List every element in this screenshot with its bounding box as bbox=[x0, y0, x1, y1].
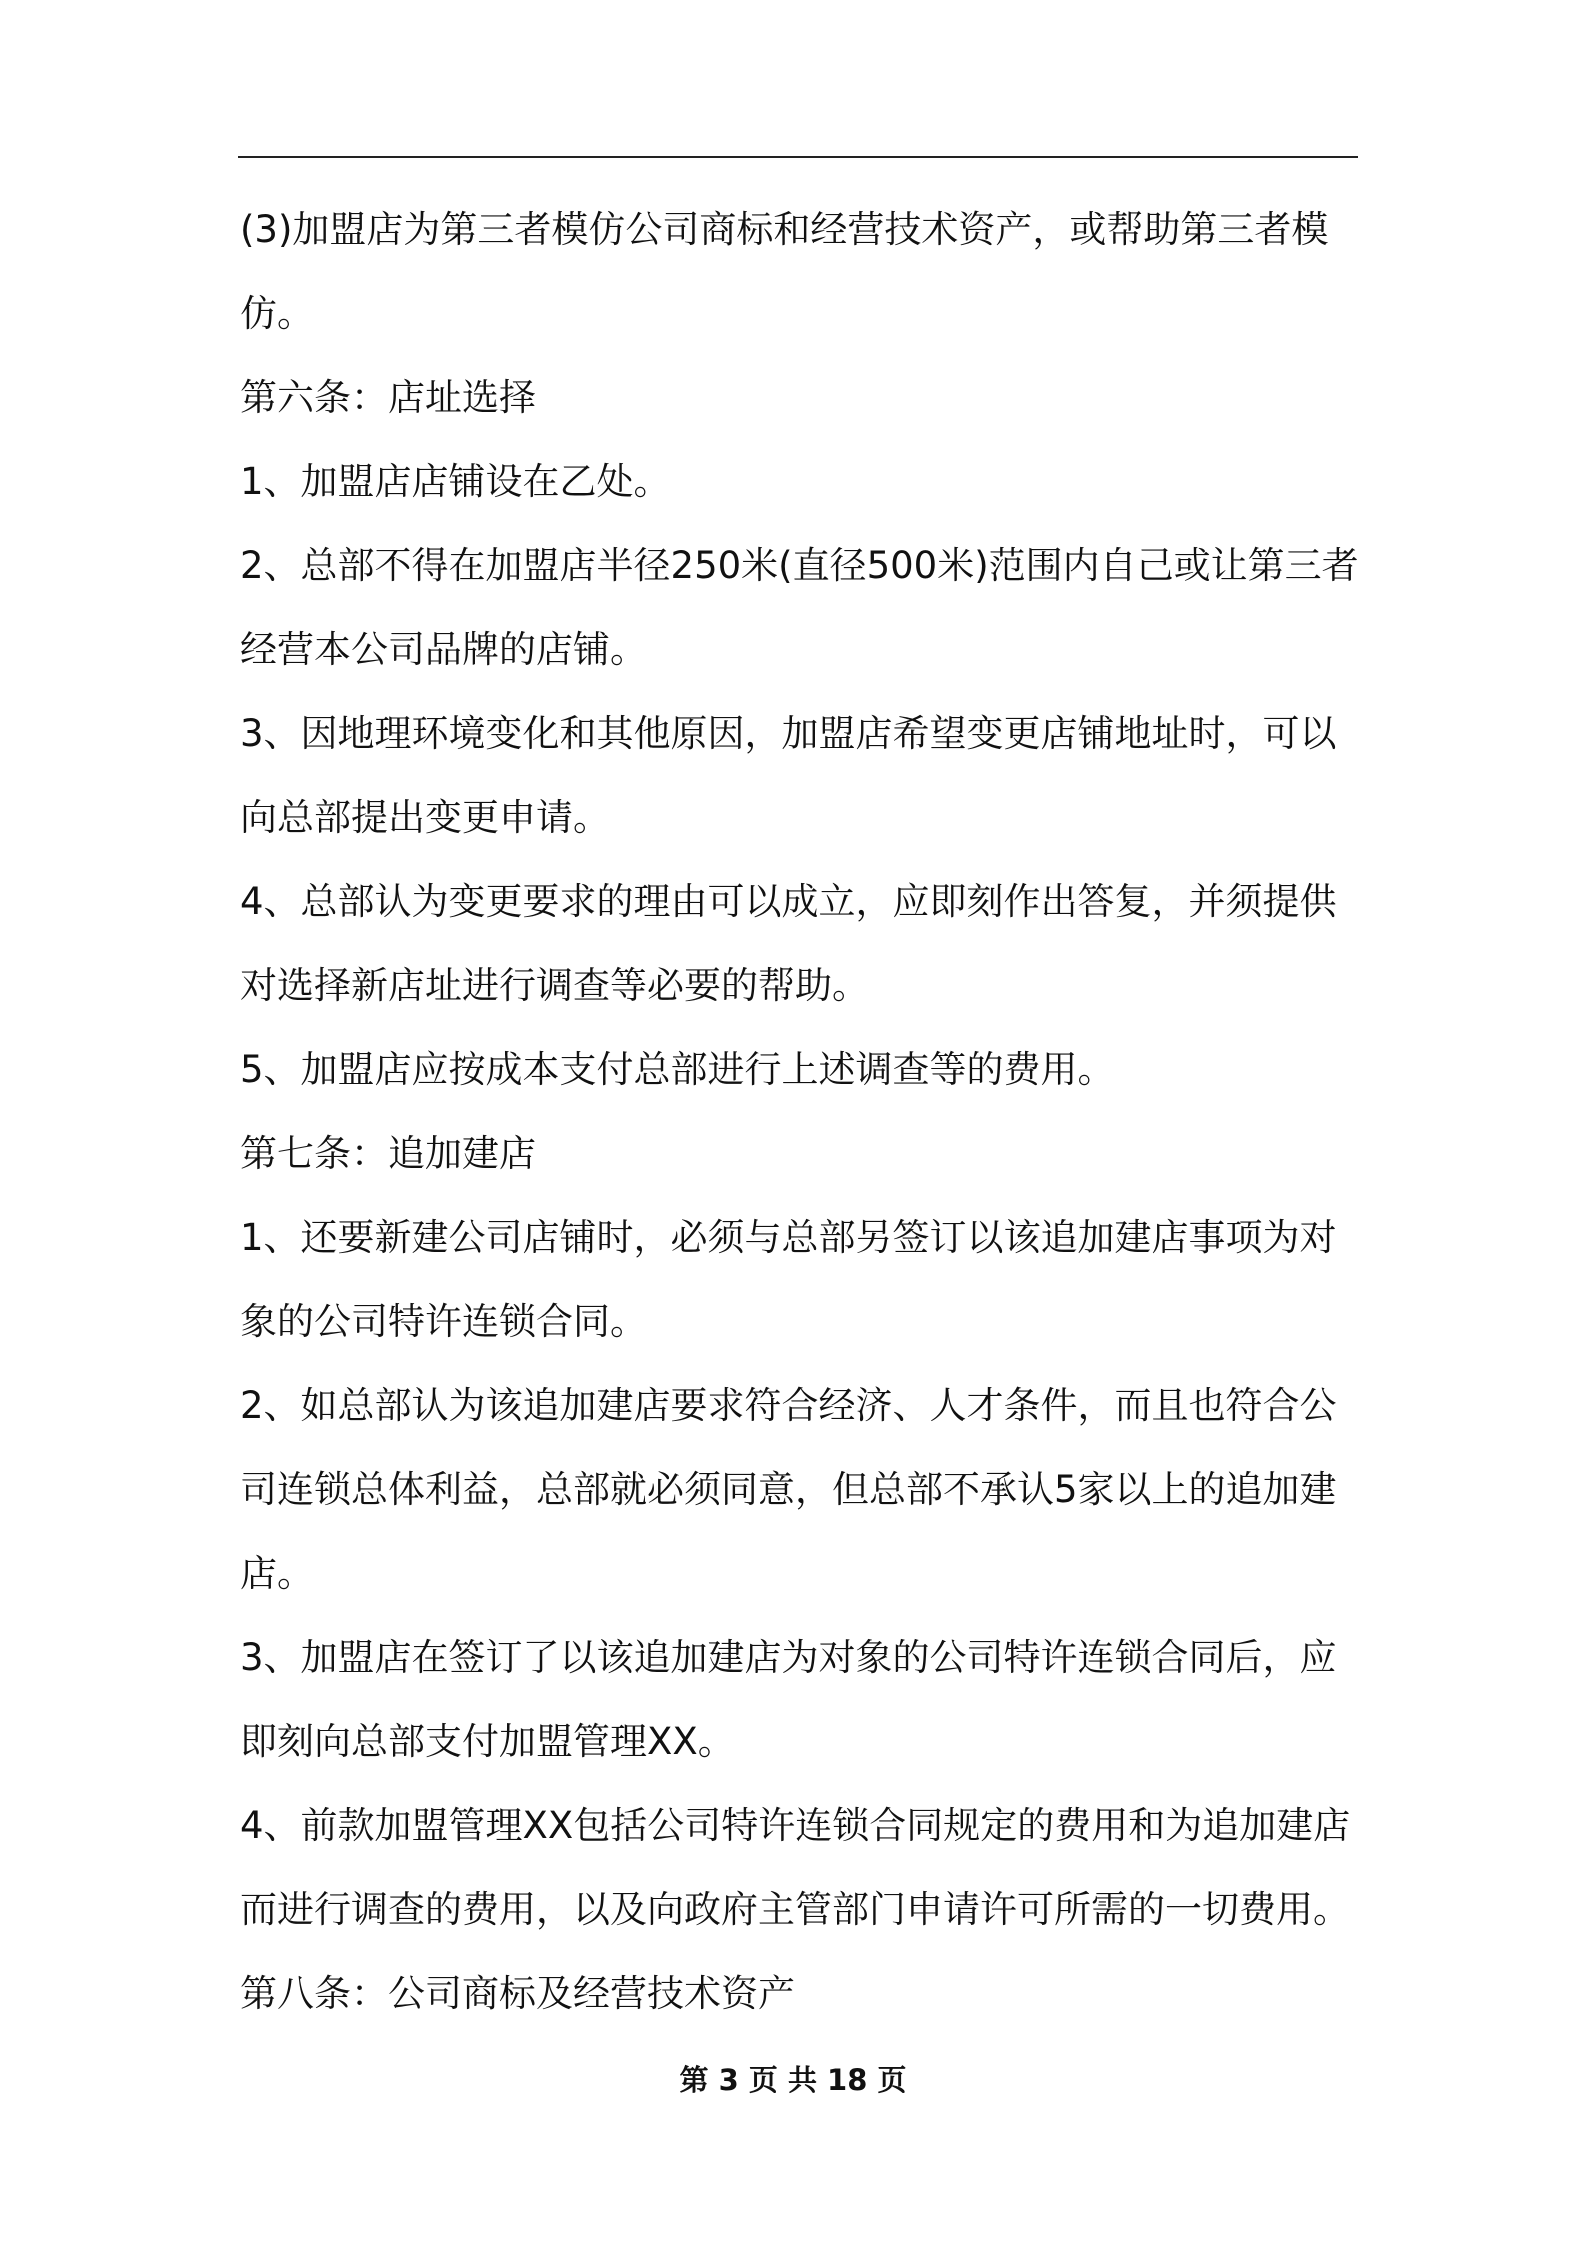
document-body bbox=[240, 188, 1360, 2036]
paragraph-article-7-1: 1、还要新建公司店铺时，必须与总部另签订以该追加建店事项为对象的公司特许连锁合同。 bbox=[240, 1216, 1337, 1343]
paragraph-article-6-3: 3、因地理环境变化和其他原因，加盟店希望变更店铺地址时，可以向总部提出变更申请。 bbox=[240, 712, 1337, 839]
paragraph-article-6-1: 1、加盟店店铺设在乙处。 bbox=[240, 460, 671, 503]
page-number-footer: 第 3 页 共 18 页 bbox=[679, 2063, 907, 2097]
heading-article-6: 第六条：店址选择 bbox=[240, 376, 536, 419]
heading-article-7: 第七条：追加建店 bbox=[240, 1132, 536, 1175]
paragraph-article-6-4: 4、总部认为变更要求的理由可以成立，应即刻作出答复，并须提供对选择新店址进行调查等必要的帮助。 bbox=[240, 880, 1337, 1007]
paragraph-article-7-3: 3、加盟店在签订了以该追加建店为对象的公司特许连锁合同后，应即刻向总部支付加盟管理XX。 bbox=[240, 1636, 1337, 1763]
heading-article-8: 第八条：公司商标及经营技术资产 bbox=[240, 1972, 795, 2015]
paragraph-article-6-2: 2、总部不得在加盟店半径250米(直径500米)范围内自己或让第三者经营本公司品牌的店铺。 bbox=[240, 544, 1359, 671]
paragraph-article-7-4: 4、前款加盟管理XX包括公司特许连锁合同规定的费用和为追加建店而进行调查的费用，以及向政府主管部门申请许可所需的一切费用。 bbox=[240, 1804, 1351, 1931]
paragraph-article-6-5: 5、加盟店应按成本支付总部进行上述调查等的费用。 bbox=[240, 1048, 1115, 1091]
paragraph-clause-5-3: (3)加盟店为第三者模仿公司商标和经营技术资产，或帮助第三者模仿。 bbox=[240, 208, 1329, 335]
paragraph-article-7-2: 2、如总部认为该追加建店要求符合经济、人才条件，而且也符合公司连锁总体利益，总部就必须同意，但总部不承认5家以上的追加建店。 bbox=[240, 1384, 1337, 1595]
header-rule bbox=[238, 156, 1358, 158]
